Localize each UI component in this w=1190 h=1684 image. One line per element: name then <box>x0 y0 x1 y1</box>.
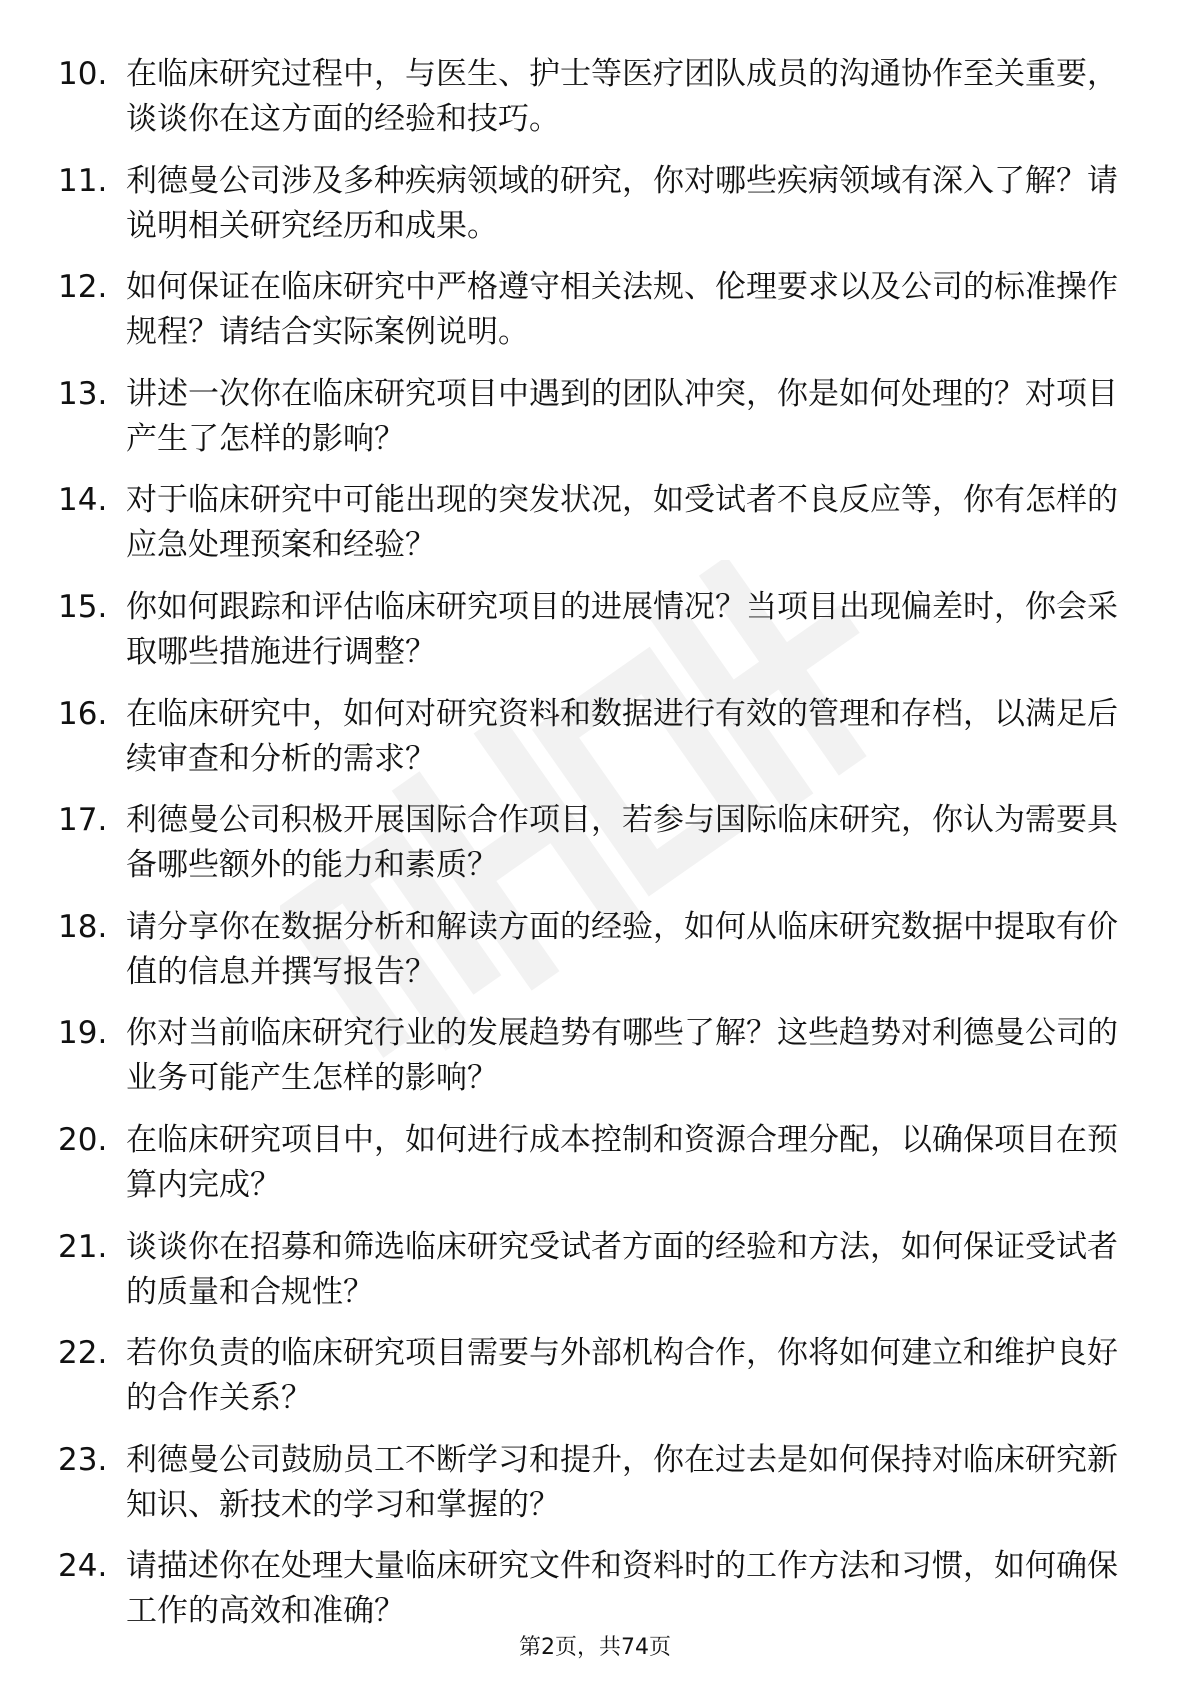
question-text: 对于临床研究中可能出现的突发状况，如受试者不良反应等，你有怎样的应急处理预案和经验？ <box>126 482 1118 564</box>
question-number: 17. <box>58 802 108 839</box>
question-number: 23. <box>58 1441 108 1478</box>
question-text: 如何保证在临床研究中严格遵守相关法规、伦理要求以及公司的标准操作规程？请结合实际案例说明。 <box>126 269 1118 351</box>
question-item <box>58 52 1118 142</box>
question-number: 22. <box>58 1335 108 1372</box>
question-number: 19. <box>58 1015 108 1052</box>
question-text: 请分享你在数据分析和解读方面的经验，如何从临床研究数据中提取有价值的信息并撰写报告？ <box>126 908 1118 990</box>
question-text: 请描述你在处理大量临床研究文件和资料时的工作方法和习惯，如何确保工作的高效和准确？ <box>126 1548 1118 1630</box>
question-number: 14. <box>58 482 108 519</box>
question-number: 21. <box>58 1228 108 1265</box>
question-number: 15. <box>58 588 108 625</box>
question-text: 利德曼公司涉及多种疾病领域的研究，你对哪些疾病领域有深入了解？请说明相关研究经历和成果。 <box>126 162 1118 244</box>
question-text: 在临床研究项目中，如何进行成本控制和资源合理分配，以确保项目在预算内完成？ <box>126 1121 1118 1203</box>
question-item <box>58 905 1118 995</box>
question-text: 利德曼公司鼓励员工不断学习和提升，你在过去是如何保持对临床研究新知识、新技术的学习和掌握的？ <box>126 1441 1118 1523</box>
question-number: 11. <box>58 162 108 199</box>
question-number: 13. <box>58 375 108 412</box>
question-item <box>58 265 1118 355</box>
question-text: 若你负责的临床研究项目需要与外部机构合作，你将如何建立和维护良好的合作关系？ <box>126 1335 1118 1417</box>
question-number: 12. <box>58 269 108 306</box>
question-text: 在临床研究过程中，与医生、护士等医疗团队成员的沟通协作至关重要，谈谈你在这方面的经验和技巧。 <box>126 56 1118 137</box>
question-text: 讲述一次你在临床研究项目中遇到的团队冲突，你是如何处理的？对项目产生了怎样的影响？ <box>126 375 1118 457</box>
question-number: 24. <box>58 1548 108 1585</box>
question-item <box>58 692 1118 782</box>
question-list <box>58 52 1118 1651</box>
question-item <box>58 478 1118 568</box>
question-item <box>58 1225 1118 1315</box>
question-number: 20. <box>58 1121 108 1158</box>
question-item <box>58 1331 1118 1421</box>
page-footer <box>0 1634 1190 1662</box>
question-item <box>58 372 1118 462</box>
question-text: 在临床研究中，如何对研究资料和数据进行有效的管理和存档，以满足后续审查和分析的需求？ <box>126 695 1118 777</box>
question-item <box>58 1438 1118 1528</box>
question-text: 你对当前临床研究行业的发展趋势有哪些了解？这些趋势对利德曼公司的业务可能产生怎样的影响？ <box>126 1015 1118 1097</box>
question-item <box>58 159 1118 249</box>
question-item <box>58 1544 1118 1634</box>
question-text: 谈谈你在招募和筛选临床研究受试者方面的经验和方法，如何保证受试者的质量和合规性？ <box>126 1228 1118 1310</box>
question-item <box>58 585 1118 675</box>
question-item <box>58 1118 1118 1208</box>
question-number: 10. <box>58 56 108 92</box>
question-item <box>58 798 1118 888</box>
question-text: 你如何跟踪和评估临床研究项目的进展情况？当项目出现偏差时，你会采取哪些措施进行调整？ <box>126 588 1118 670</box>
question-number: 16. <box>58 695 108 732</box>
page-number-label: 第2页，共74页 <box>519 1635 671 1660</box>
question-number: 18. <box>58 908 108 945</box>
question-text: 利德曼公司积极开展国际合作项目，若参与国际临床研究，你认为需要具备哪些额外的能力和素质？ <box>126 802 1118 884</box>
question-item <box>58 1011 1118 1101</box>
